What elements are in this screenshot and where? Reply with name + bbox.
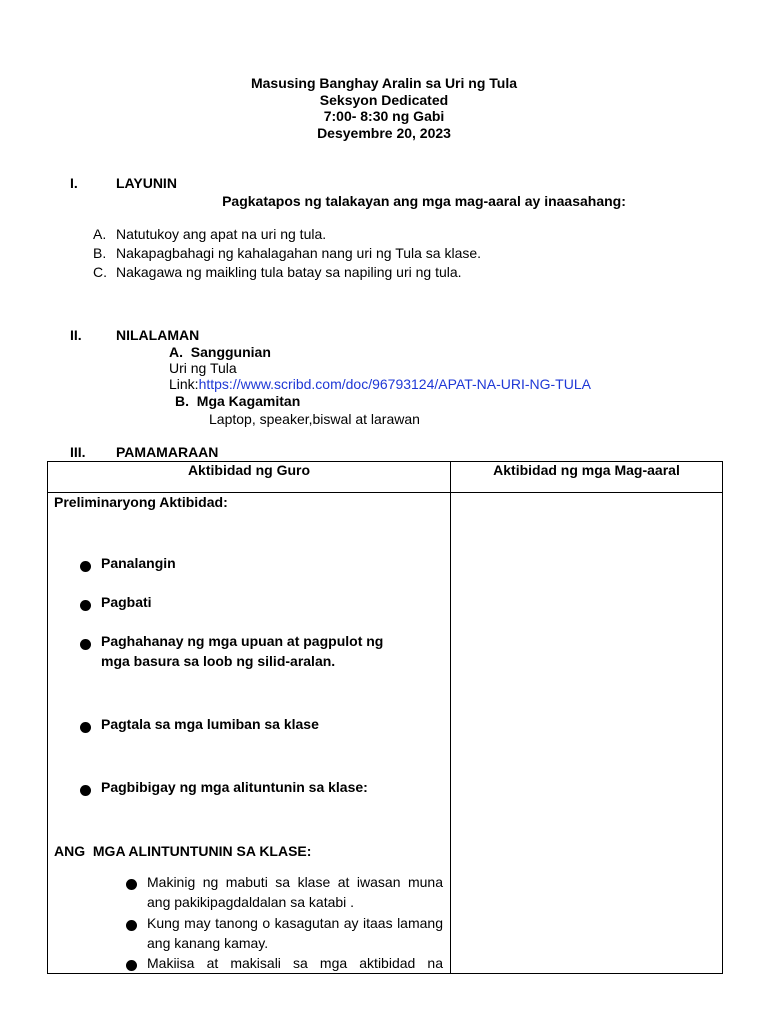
reference-link-line: [169, 376, 591, 392]
prelim-heading: Preliminaryong Aktibidad:: [54, 494, 228, 510]
objective-letter: C.: [93, 264, 107, 280]
document-header: [0, 75, 768, 141]
lesson-date: Desyembre 20, 2023: [317, 124, 451, 141]
link-label: Link:: [169, 376, 199, 392]
table-header-row: [48, 462, 723, 493]
prelim-item: Pagbati: [101, 594, 152, 610]
objective-letter: A.: [93, 226, 107, 242]
bullet-icon: [80, 561, 91, 572]
objective-item: [93, 244, 481, 263]
teacher-column-header: Aktibidad ng Guro: [48, 462, 451, 493]
objectives-intro: Pagkatapos ng talakayan ang mga mag-aaral ay inaasahang:: [222, 193, 626, 209]
materials-text: Laptop, speaker,biswal at larawan: [209, 411, 420, 427]
objectives-list: [93, 225, 481, 282]
reference-link[interactable]: https://www.scribd.com/doc/96793124/APAT-NA-URI-NG-TULA: [198, 376, 591, 392]
objective-text: Natutukoy ang apat na uri ng tula.: [116, 226, 327, 242]
prelim-item: Paghahanay ng mga upuan at pagpulot ng: [101, 633, 384, 649]
prelim-item: Panalangin: [101, 555, 176, 571]
objective-item: [93, 225, 481, 244]
class-rule: Makiisa at makisali sa mga aktibidad na: [147, 955, 443, 971]
page-cut: [48, 969, 450, 1029]
section-1-title: LAYUNIN: [116, 175, 177, 191]
class-rule: Kung may tanong o kasagutan ay itaas lamang ang kanang kamay.: [147, 915, 443, 951]
materials-heading: B. Mga Kagamitan: [175, 393, 301, 409]
schedule-time: 7:00- 8:30 ng Gabi: [323, 108, 445, 124]
teacher-activity-cell: [48, 493, 451, 974]
objective-text: Nakagawa ng maikling tula batay sa napiling uri ng tula.: [116, 264, 462, 280]
section-1-number: I.: [70, 175, 78, 191]
bullet-icon: [80, 722, 91, 733]
bullet-icon: [80, 785, 91, 796]
objective-text: Nakapagbahagi ng kahalagahan nang uri ng Tula sa klase.: [116, 245, 482, 261]
bullet-icon: [80, 600, 91, 611]
section-name: Seksyon Dedicated: [319, 91, 449, 108]
bullet-icon: [80, 639, 91, 650]
section-3-number: III.: [70, 444, 86, 460]
rules-heading: ANG MGA ALINTUNTUNIN SA KLASE:: [54, 843, 312, 859]
prelim-item: Pagtala sa mga lumiban sa klase: [101, 716, 319, 732]
objective-letter: B.: [93, 245, 107, 261]
prelim-item-continued: mga basura sa loob ng silid-aralan.: [101, 653, 336, 669]
reference-heading: A. Sanggunian: [169, 344, 271, 360]
reference-text: Uri ng Tula: [169, 360, 237, 376]
student-activity-cell: [451, 493, 723, 974]
section-2-number: II.: [70, 327, 82, 343]
bullet-icon: [126, 920, 137, 931]
table-row: [48, 493, 723, 974]
lesson-plan-title: Masusing Banghay Aralin sa Uri ng Tula: [250, 75, 518, 91]
bullet-icon: [126, 879, 137, 890]
section-3-title: PAMAMARAAN: [116, 444, 219, 460]
student-column-header: Aktibidad ng mga Mag-aaral: [451, 462, 723, 493]
prelim-item: Pagbibigay ng mga alituntunin sa klase:: [101, 779, 368, 795]
class-rule: Makinig ng mabuti sa klase at iwasan muna ang pakikipagdaldalan sa katabi .: [147, 874, 443, 910]
objective-item: [93, 263, 481, 282]
procedure-table: [47, 461, 723, 974]
section-2-title: NILALAMAN: [116, 327, 200, 343]
